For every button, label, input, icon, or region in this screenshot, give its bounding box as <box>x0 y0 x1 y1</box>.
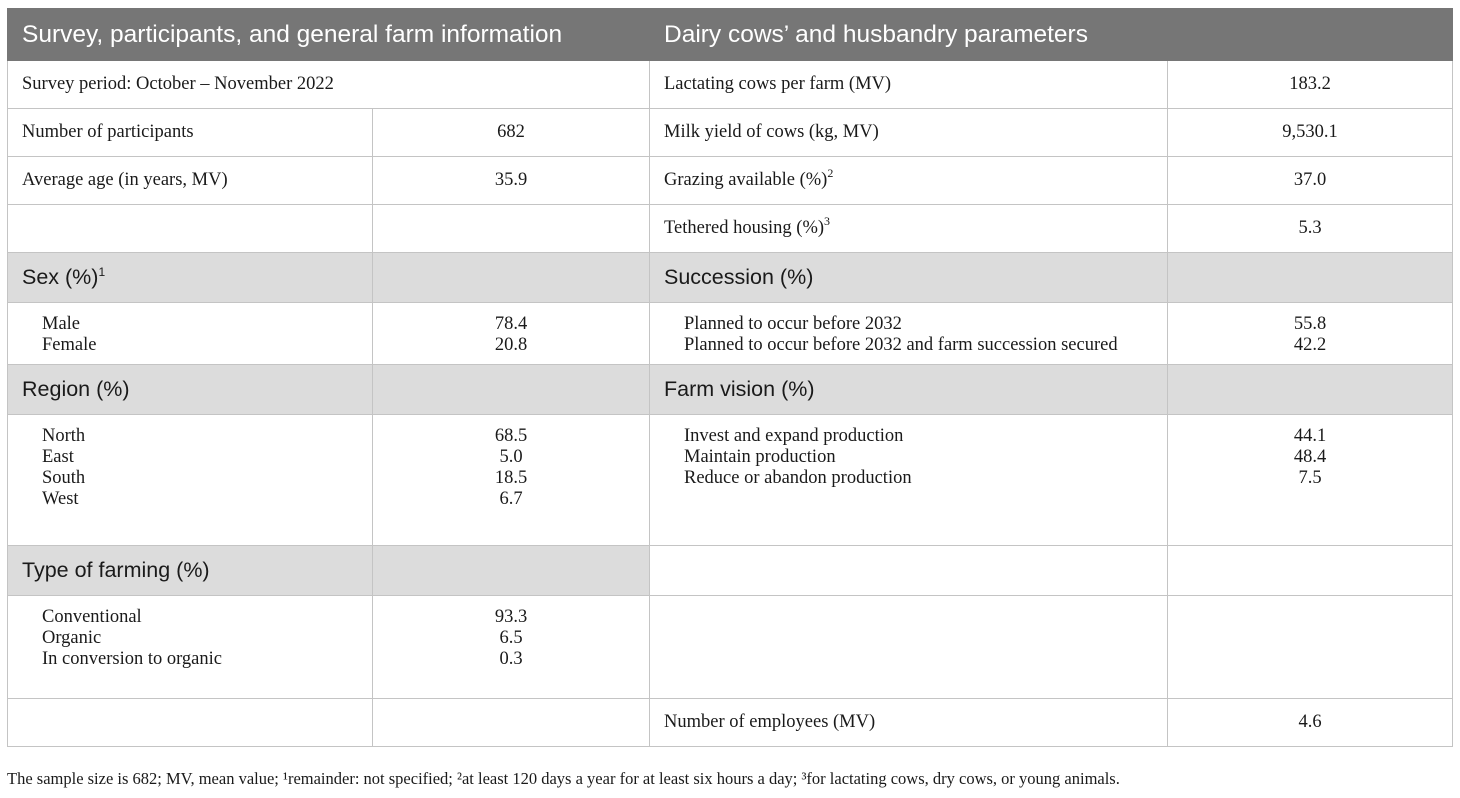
list-item: Reduce or abandon production <box>684 468 912 488</box>
sex-section-title: Sex (%)$^1$ <box>8 253 373 303</box>
region-section-title: Region (%) <box>8 365 373 415</box>
section-header-row <box>8 253 1453 303</box>
lactating-cows-label: Lactating cows per farm (MV) <box>650 61 1168 109</box>
grazing-cell <box>650 157 1168 205</box>
list-value: 7.5 <box>1298 468 1322 488</box>
table-row <box>8 157 1453 205</box>
list-value: 93.3 <box>494 607 528 627</box>
list-item: Planned to occur before 2032 <box>684 314 902 334</box>
section-header-row <box>8 546 1453 596</box>
empty-cell <box>373 699 650 747</box>
list-value: 55.8 <box>1293 314 1327 334</box>
milk-yield-label: Milk yield of cows (kg, MV) <box>650 109 1168 157</box>
farm-survey-table <box>7 8 1453 747</box>
empty-cell <box>8 205 373 253</box>
table-header-row <box>8 9 1453 61</box>
list-item: Male <box>42 314 81 334</box>
table-row <box>8 109 1453 157</box>
succession-labels <box>650 303 1168 365</box>
grazing-label: Grazing available (%) <box>664 170 828 190</box>
list-item: Planned to occur before 2032 and farm succession secured <box>684 335 1118 355</box>
list-value: 78.4 <box>494 314 528 334</box>
list-value: 5.0 <box>499 447 523 467</box>
survey-period-cell: Survey period: October – November 2022 <box>8 61 650 109</box>
grazing-footnote-mark: 2 <box>827 166 834 180</box>
farming-type-values <box>373 596 650 699</box>
table-row <box>8 596 1453 699</box>
grazing-value: 37.0 <box>1168 157 1453 205</box>
list-value: 20.8 <box>494 335 528 355</box>
sex-footnote-mark: 1 <box>98 265 106 279</box>
empty-cell <box>1168 596 1453 699</box>
empty-cell <box>373 253 650 303</box>
list-item: East <box>42 447 74 467</box>
table-row <box>8 303 1453 365</box>
sex-labels <box>8 303 373 365</box>
succession-values <box>1168 303 1453 365</box>
tethered-footnote-mark: 3 <box>824 214 831 228</box>
list-value: 68.5 <box>494 426 528 446</box>
list-value: 6.7 <box>499 489 523 509</box>
table-row <box>8 205 1453 253</box>
lactating-cows-value: 183.2 <box>1168 61 1453 109</box>
tethered-value: 5.3 <box>1168 205 1453 253</box>
list-value: 42.2 <box>1293 335 1327 355</box>
milk-yield-value: 9,530.1 <box>1168 109 1453 157</box>
farming-type-labels <box>8 596 373 699</box>
empty-cell <box>373 365 650 415</box>
list-value: 44.1 <box>1293 426 1327 446</box>
empty-cell <box>1168 365 1453 415</box>
participants-value: 682 <box>373 109 650 157</box>
farm-vision-values <box>1168 415 1453 546</box>
empty-cell <box>8 699 373 747</box>
participants-label: Number of participants <box>8 109 373 157</box>
list-item: South <box>42 468 86 488</box>
list-item: In conversion to organic <box>42 649 222 669</box>
empty-cell <box>373 546 650 596</box>
list-item: Organic <box>42 628 102 648</box>
table-row <box>8 61 1453 109</box>
list-item: North <box>42 426 86 446</box>
employees-value: 4.6 <box>1168 699 1453 747</box>
region-values <box>373 415 650 546</box>
list-value: 0.3 <box>499 649 523 669</box>
farm-vision-section-title: Farm vision (%) <box>650 365 1168 415</box>
section-header-row <box>8 365 1453 415</box>
list-value: 48.4 <box>1293 447 1327 467</box>
average-age-label: Average age (in years, MV) <box>8 157 373 205</box>
list-item: Female <box>42 335 97 355</box>
farming-type-section-title: Type of farming (%) <box>8 546 373 596</box>
list-item: Conventional <box>42 607 142 627</box>
header-left: Survey, participants, and general farm information <box>8 9 650 61</box>
table-row <box>8 699 1453 747</box>
empty-cell <box>1168 546 1453 596</box>
list-value: 18.5 <box>494 468 528 488</box>
empty-cell <box>650 596 1168 699</box>
tethered-cell <box>650 205 1168 253</box>
empty-cell <box>1168 253 1453 303</box>
sex-values <box>373 303 650 365</box>
farm-vision-labels <box>650 415 1168 546</box>
list-item: Invest and expand production <box>684 426 904 446</box>
region-labels <box>8 415 373 546</box>
table-row <box>8 415 1453 546</box>
header-right: Dairy cows’ and husbandry parameters <box>650 9 1453 61</box>
list-item: West <box>42 489 79 509</box>
tethered-label: Tethered housing (%) <box>664 218 825 238</box>
succession-section-title: Succession (%) <box>650 253 1168 303</box>
empty-cell <box>373 205 650 253</box>
list-item: Maintain production <box>684 447 836 467</box>
table-footnote: The sample size is 682; MV, mean value; ¹remainder: not specified; ²at least 120 days a year for at least six hours a day; ³for lactating cows, dry cows, or young animals. <box>7 769 1120 788</box>
employees-label: Number of employees (MV) <box>650 699 1168 747</box>
average-age-value: 35.9 <box>373 157 650 205</box>
list-value: 6.5 <box>499 628 523 648</box>
empty-cell <box>650 546 1168 596</box>
